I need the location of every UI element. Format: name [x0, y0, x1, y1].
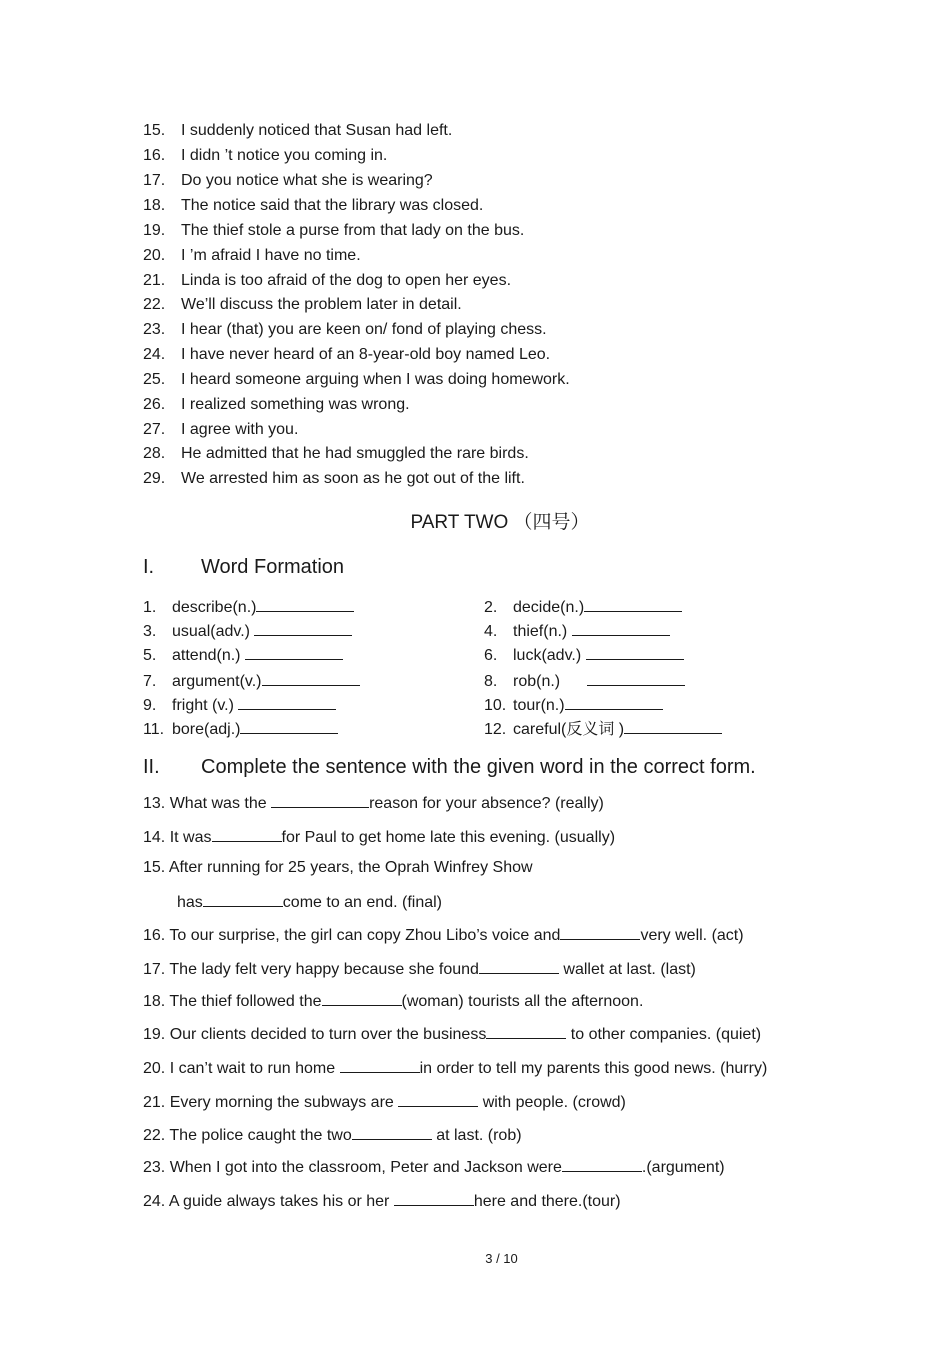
word-formation-item: 12. careful(反义词 ): [484, 718, 722, 740]
sentence-item: 28. He admitted that he had smuggled the rare birds.: [143, 445, 529, 462]
answer-blank[interactable]: [271, 792, 369, 808]
exercise-item: 14. It was for Paul to get home late this evening. (usually): [143, 826, 615, 848]
sentence-item: 20. I ’m afraid I have no time.: [143, 247, 361, 264]
word-formation-item: 1. describe(n.): [143, 596, 354, 618]
answer-blank[interactable]: [240, 718, 338, 734]
section-number: I.: [143, 556, 155, 578]
word-formation-item: 4. thief(n.): [484, 620, 670, 642]
answer-blank[interactable]: [586, 644, 684, 660]
answer-blank[interactable]: [340, 1057, 420, 1073]
word-formation-item: 5. attend(n.): [143, 644, 343, 666]
exercise-item: 19. Our clients decided to turn over the business to other companies. (quiet): [143, 1023, 761, 1045]
sentence-item: 25. I heard someone arguing when I was doing homework.: [143, 371, 570, 388]
exercise-item: 23. When I got into the classroom, Peter and Jackson were .(argument): [143, 1156, 725, 1178]
section-title: Word Formation: [201, 556, 345, 578]
section-title: Complete the sentence with the given word in the correct form.: [201, 756, 756, 778]
exercise-item: 15. After running for 25 years, the Oprah Winfrey Show: [143, 859, 533, 876]
exercise-item: 13. What was the reason for your absence? (really): [143, 792, 604, 814]
word-formation-item: 10. tour(n.): [484, 694, 663, 716]
sentence-item: 26. I realized something was wrong.: [143, 396, 410, 413]
exercise-item: 18. The thief followed the (woman) tourists all the afternoon.: [143, 990, 643, 1012]
exercise-item: 24. A guide always takes his or her here and there.(tour): [143, 1190, 621, 1212]
sentence-item: 19. The thief stole a purse from that lady on the bus.: [143, 222, 525, 239]
answer-blank[interactable]: [238, 694, 336, 710]
answer-blank[interactable]: [565, 694, 663, 710]
sentence-item: 24. I have never heard of an 8-year-old boy named Leo.: [143, 346, 551, 363]
exercise-item: 22. The police caught the two at last. (rob): [143, 1124, 522, 1146]
answer-blank[interactable]: [262, 670, 360, 686]
exercise-item-continued: has come to an end. (final): [177, 891, 442, 913]
answer-blank[interactable]: [212, 826, 282, 842]
sentence-item: 21. Linda is too afraid of the dog to open her eyes.: [143, 272, 512, 289]
word-formation-item: 8. rob(n.): [484, 670, 685, 692]
answer-blank[interactable]: [479, 958, 559, 974]
answer-blank[interactable]: [560, 924, 640, 940]
word-formation-item: 11. bore(adj.): [143, 718, 338, 740]
answer-blank[interactable]: [587, 670, 685, 686]
section-heading-complete-sentence: [143, 756, 756, 779]
sentence-item: 23. I hear (that) you are keen on/ fond of playing chess.: [143, 321, 547, 338]
answer-blank[interactable]: [584, 596, 682, 612]
page-number: 3 / 10: [485, 1251, 518, 1266]
word-formation-item: 9. fright (v.): [143, 694, 336, 716]
answer-blank[interactable]: [245, 644, 343, 660]
exercise-item: 17. The lady felt very happy because she found wallet at last. (last): [143, 958, 696, 980]
answer-blank[interactable]: [398, 1091, 478, 1107]
answer-blank[interactable]: [352, 1124, 432, 1140]
sentence-item: 15. I suddenly noticed that Susan had left.: [143, 122, 453, 139]
answer-blank[interactable]: [394, 1190, 474, 1206]
sentence-item: 17. Do you notice what she is wearing?: [143, 172, 433, 189]
sentence-item: 29. We arrested him as soon as he got out of the lift.: [143, 470, 525, 487]
answer-blank[interactable]: [322, 990, 402, 1006]
sentence-item: 27. I agree with you.: [143, 421, 299, 438]
answer-blank[interactable]: [254, 620, 352, 636]
sentence-item: 22. We’ll discuss the problem later in detail.: [143, 296, 462, 313]
exercise-item: 20. I can’t wait to run home in order to tell my parents this good news. (hurry): [143, 1057, 767, 1079]
exercise-item: 16. To our surprise, the girl can copy Zhou Libo’s voice and very well. (act): [143, 924, 744, 946]
word-formation-item: 7. argument(v.): [143, 670, 360, 692]
sentence-item: 16. I didn ’t notice you coming in.: [143, 147, 388, 164]
exercise-item: 21. Every morning the subways are with people. (crowd): [143, 1091, 626, 1113]
answer-blank[interactable]: [203, 891, 283, 907]
answer-blank[interactable]: [562, 1156, 642, 1172]
answer-blank[interactable]: [624, 718, 722, 734]
answer-blank[interactable]: [572, 620, 670, 636]
word-formation-item: 2. decide(n.): [484, 596, 682, 618]
answer-blank[interactable]: [486, 1023, 566, 1039]
section-heading-word-formation: [143, 556, 344, 579]
word-formation-item: 6. luck(adv.): [484, 644, 684, 666]
part-heading: PART TWO （四号）: [410, 512, 590, 533]
sentence-item: 18. The notice said that the library was closed.: [143, 197, 484, 214]
word-formation-item: 3. usual(adv.): [143, 620, 352, 642]
section-number: II.: [143, 756, 160, 778]
answer-blank[interactable]: [256, 596, 354, 612]
